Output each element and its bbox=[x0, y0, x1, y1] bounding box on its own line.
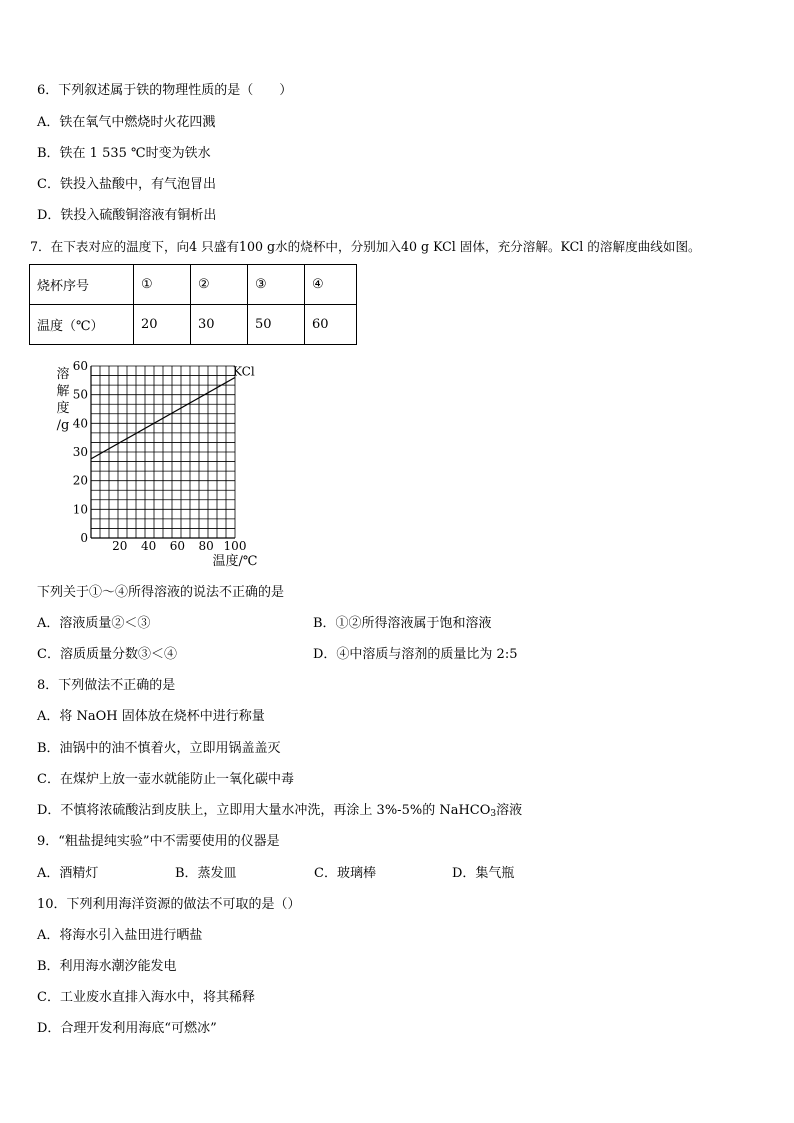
y-tick-label: 30 bbox=[72, 445, 88, 459]
q7-option-c: C．溶质质量分数③＜④ bbox=[37, 647, 177, 662]
x-tick-label: 80 bbox=[198, 539, 214, 553]
q8-option-d-text: D．不慎将浓硫酸沾到皮肤上，立即用大量水冲洗，再涂上 3%-5%的 NaHCO bbox=[37, 803, 491, 818]
x-tick-label: 60 bbox=[169, 539, 186, 553]
x-tick-label: 40 bbox=[140, 539, 157, 553]
y-label-char: 溶 bbox=[56, 367, 70, 382]
y-tick-label: 0 bbox=[80, 531, 88, 545]
y-tick-label: 40 bbox=[72, 416, 88, 431]
q7-table bbox=[29, 264, 357, 345]
x-tick-label: 100 bbox=[223, 539, 247, 553]
q9-option-c: C．玻璃棒 bbox=[314, 866, 376, 881]
q7-stem: 7．在下表对应的温度下，向4 只盛有100 g水的烧杯中，分别加入40 g KCl 固体，充分溶解。KCl 的溶解度曲线如图。 bbox=[30, 239, 701, 254]
q7-sub-stem: 下列关于①～④所得溶液的说法不正确的是 bbox=[37, 585, 285, 600]
q9-stem: 9．“粗盐提纯实验”中不需要使用的仪器是 bbox=[37, 834, 280, 849]
table-cell: 30 bbox=[191, 305, 248, 345]
q8-option-c: C．在煤炉上放一壶水就能防止一氧化碳中毒 bbox=[37, 772, 294, 787]
y-label-char: 解 bbox=[56, 384, 70, 399]
chart-y-ticks bbox=[73, 360, 88, 545]
table-row bbox=[30, 265, 357, 305]
q8-option-d-subscript: 3 bbox=[490, 809, 497, 819]
q10-option-c: C．工业废水直排入海水中，将其稀释 bbox=[37, 990, 255, 1005]
table-cell: ③ bbox=[248, 265, 305, 305]
q6-option-a: A．铁在氧气中燃烧时火花四溅 bbox=[37, 115, 216, 130]
y-label-char: 度 bbox=[56, 401, 70, 416]
series-label-kcl: KCl bbox=[233, 364, 255, 379]
table-cell: 20 bbox=[134, 305, 191, 345]
table-cell: 50 bbox=[248, 305, 305, 345]
q10-option-a: A．将海水引入盐田进行晒盐 bbox=[37, 928, 203, 943]
q8-stem: 8．下列做法不正确的是 bbox=[37, 678, 176, 693]
table-header-beaker: 烧杯序号 bbox=[30, 265, 134, 305]
solubility-chart bbox=[50, 360, 280, 575]
table-cell: ④ bbox=[305, 265, 357, 305]
y-tick-label: 60 bbox=[72, 360, 88, 373]
q10-option-d: D．合理开发利用海底“可燃冰” bbox=[37, 1021, 217, 1036]
y-tick-label: 50 bbox=[72, 387, 88, 402]
q6-stem: 6．下列叙述属于铁的物理性质的是（ ） bbox=[37, 83, 293, 98]
x-tick-label: 20 bbox=[112, 539, 128, 553]
q6-option-d: D．铁投入硫酸铜溶液有铜析出 bbox=[37, 208, 217, 223]
q6-option-b: B．铁在 1 535 ℃时变为铁水 bbox=[37, 146, 211, 161]
table-cell: ① bbox=[134, 265, 191, 305]
q9-option-b: B．蒸发皿 bbox=[175, 866, 237, 881]
chart-x-label: 温度/℃ bbox=[212, 554, 258, 569]
chart-series bbox=[91, 364, 255, 458]
q6-option-c: C．铁投入盐酸中，有气泡冒出 bbox=[37, 177, 216, 192]
q8-option-d bbox=[37, 803, 522, 822]
q10-option-b: B．利用海水潮汐能发电 bbox=[37, 959, 177, 974]
y-label-char: /g bbox=[56, 418, 70, 433]
table-cell: ② bbox=[191, 265, 248, 305]
chart-grid bbox=[91, 366, 235, 538]
q8-option-a: A．将 NaOH 固体放在烧杯中进行称量 bbox=[37, 709, 265, 724]
q8-option-b: B．油锅中的油不慎着火，立即用锅盖盖灭 bbox=[37, 741, 281, 756]
y-tick-label: 10 bbox=[72, 502, 88, 517]
q9-option-a: A．酒精灯 bbox=[37, 866, 99, 881]
q9-option-d: D．集气瓶 bbox=[452, 866, 515, 881]
q7-option-a: A．溶液质量②＜③ bbox=[37, 616, 151, 631]
q7-option-d: D．④中溶质与溶剂的质量比为 2:5 bbox=[313, 647, 518, 662]
table-cell: 60 bbox=[305, 305, 357, 345]
table-row bbox=[30, 305, 357, 345]
q8-option-d-suffix: 溶液 bbox=[496, 803, 523, 818]
q10-stem: 10．下列利用海洋资源的做法不可取的是（） bbox=[37, 897, 301, 912]
table-header-temp: 温度（℃） bbox=[30, 305, 134, 345]
chart-y-label bbox=[56, 366, 69, 433]
chart-x-ticks bbox=[112, 539, 246, 553]
y-tick-label: 20 bbox=[72, 473, 88, 488]
q7-option-b: B．①②所得溶液属于饱和溶液 bbox=[313, 616, 492, 631]
